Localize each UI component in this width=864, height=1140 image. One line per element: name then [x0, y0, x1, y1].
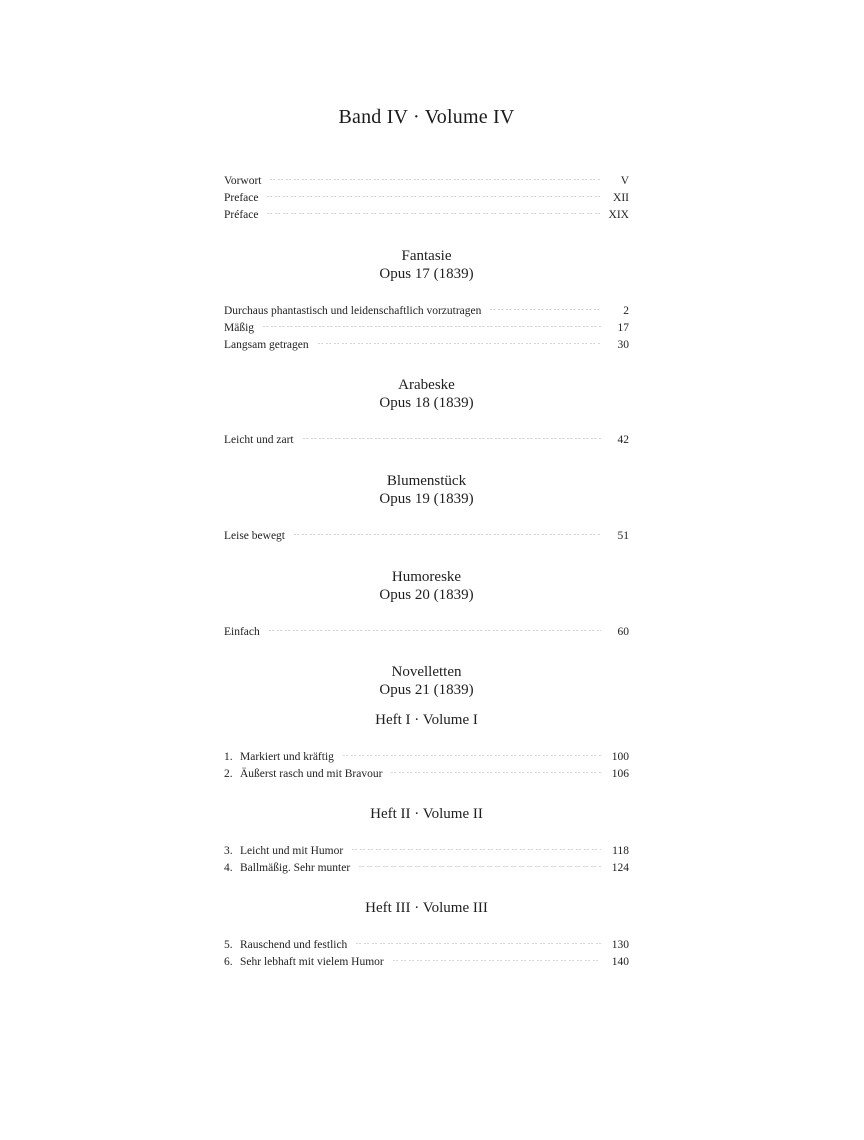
dot-leader	[354, 854, 601, 871]
entry-label: Markiert und kräftig	[240, 751, 334, 763]
toc-entry-preface-fr[interactable]	[224, 201, 629, 221]
toc-entry-preface[interactable]	[224, 184, 629, 204]
dot-leader	[313, 331, 601, 348]
dot-leader	[347, 837, 601, 854]
entry-label: Mäßig	[224, 322, 255, 334]
page-title: Band IV · Volume IV	[338, 106, 515, 128]
work-opus: Opus 20 (1839)	[379, 587, 474, 603]
entry-number: 3.	[224, 845, 233, 857]
dot-leader	[485, 297, 601, 314]
entry-page-number: XII	[613, 192, 629, 204]
entry-page-number: 130	[611, 939, 629, 951]
work-title: Humoreske	[391, 569, 462, 585]
dot-leader	[265, 167, 601, 184]
front-matter	[224, 167, 629, 221]
entry-label: Ballmäßig. Sehr munter	[240, 862, 351, 874]
work-opus: Opus 17 (1839)	[379, 266, 474, 282]
work-section-novelletten	[224, 663, 629, 699]
entry-page-number: 2	[623, 305, 629, 317]
entry-label: Leicht und mit Humor	[240, 845, 344, 857]
dot-leader	[264, 618, 601, 635]
entry-label: Sehr lebhaft mit vielem Humor	[240, 956, 384, 968]
entry-page-number: 42	[617, 434, 629, 446]
toc-entry-vorwort[interactable]	[224, 167, 629, 187]
toc-entry[interactable]	[224, 618, 629, 638]
work-title: Fantasie	[401, 248, 452, 264]
entry-label: Äußerst rasch und mit Bravour	[240, 768, 383, 780]
dot-leader	[289, 522, 601, 539]
entry-page-number: 118	[612, 845, 629, 857]
entry-number: 4.	[224, 862, 233, 874]
toc-entry[interactable]	[224, 931, 629, 951]
entry-page-number: 17	[617, 322, 629, 334]
work-title: Novelletten	[391, 664, 462, 680]
work-opus: Opus 19 (1839)	[379, 491, 474, 507]
work-opus: Opus 21 (1839)	[379, 682, 474, 698]
work-section-humoreske	[224, 568, 629, 638]
toc-entry[interactable]	[224, 743, 629, 763]
dot-leader	[262, 184, 601, 201]
entry-number: 5.	[224, 939, 233, 951]
entry-number: 6.	[224, 956, 233, 968]
dot-leader	[351, 931, 601, 948]
entry-label: Vorwort	[224, 175, 262, 187]
work-title: Blumenstück	[386, 473, 467, 489]
entry-label: Leise bewegt	[224, 530, 285, 542]
entry-label: Langsam getragen	[224, 339, 309, 351]
work-opus: Opus 18 (1839)	[379, 395, 474, 411]
entry-page-number: 60	[617, 626, 629, 638]
entry-page-number: V	[620, 175, 629, 187]
entry-label: Leicht und zart	[224, 434, 294, 446]
entry-label: Durchaus phantastisch und leidenschaftlich vorzutragen	[224, 305, 482, 317]
entry-page-number: 140	[611, 956, 629, 968]
heft-section-2	[224, 805, 629, 874]
dot-leader	[338, 743, 601, 760]
dot-leader	[298, 426, 601, 443]
dot-leader	[258, 314, 601, 331]
entry-label: Préface	[224, 209, 259, 221]
heft-section-1	[224, 711, 629, 780]
entry-label: Einfach	[224, 626, 260, 638]
work-section-arabeske	[224, 376, 629, 446]
heft-title: Heft II · Volume II	[370, 806, 483, 822]
entry-page-number: 106	[611, 768, 629, 780]
entry-number: 1.	[224, 751, 233, 763]
dot-leader	[262, 201, 601, 218]
entry-label: Rauschend und festlich	[240, 939, 348, 951]
entry-label: Preface	[224, 192, 259, 204]
work-section-blumenstueck	[224, 472, 629, 542]
work-section-fantasie	[224, 247, 629, 351]
dot-leader	[388, 948, 601, 965]
toc-entry[interactable]	[224, 297, 629, 317]
toc-entry[interactable]	[224, 837, 629, 857]
entry-page-number: XIX	[608, 209, 629, 221]
heft-title: Heft I · Volume I	[375, 712, 478, 728]
heft-title: Heft III · Volume III	[365, 900, 488, 916]
toc-entry[interactable]	[224, 314, 629, 334]
toc-entry[interactable]	[224, 426, 629, 446]
entry-number: 2.	[224, 768, 233, 780]
entry-page-number: 124	[611, 862, 629, 874]
entry-page-number: 51	[617, 530, 629, 542]
heft-section-3	[224, 899, 629, 968]
toc-entry[interactable]	[224, 331, 629, 351]
entry-page-number: 30	[617, 339, 629, 351]
dot-leader	[386, 760, 601, 777]
toc-entry[interactable]	[224, 522, 629, 542]
work-title: Arabeske	[398, 377, 455, 393]
entry-page-number: 100	[611, 751, 629, 763]
